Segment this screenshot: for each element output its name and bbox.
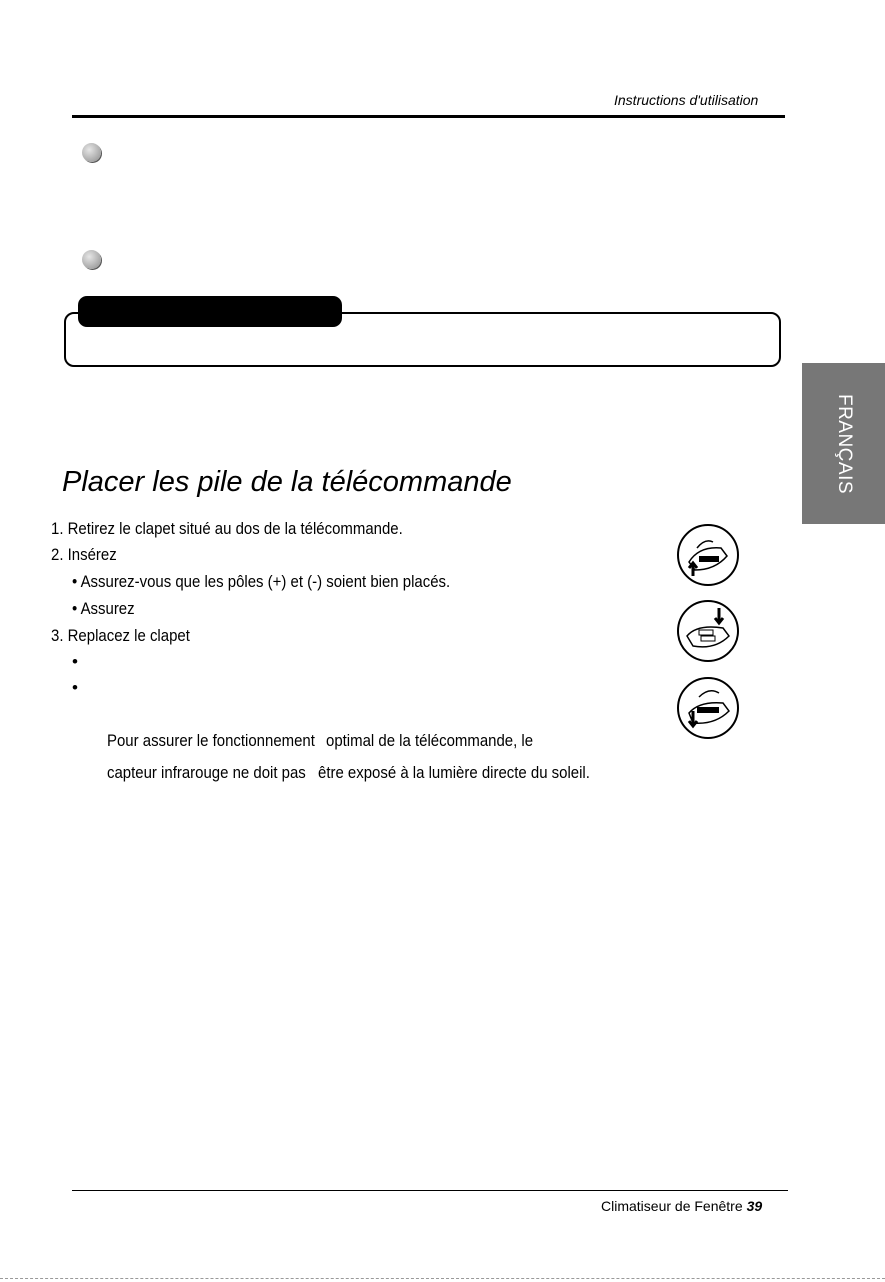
circle-bullet-icon xyxy=(82,143,101,162)
step-3: 3. Replacez le clapet xyxy=(51,626,190,645)
note-line-2a: capteur infrarouge ne doit pas xyxy=(107,763,306,782)
section-title: Placer les pile de la télécommande xyxy=(62,466,512,498)
language-tab xyxy=(802,363,885,524)
header-rule xyxy=(72,115,785,118)
page-number: 39 xyxy=(746,1198,763,1214)
battery-insert-icon xyxy=(677,600,739,662)
remote-close-clapet-icon xyxy=(677,677,739,739)
step-2: 2. Insérez xyxy=(51,545,117,564)
note-line-1a: Pour assurer le fonctionnement xyxy=(107,731,315,750)
circle-bullet-icon xyxy=(82,250,101,269)
remote-open-clapet-icon xyxy=(677,524,739,586)
note-line-1b: optimal de la télécommande, le xyxy=(326,731,534,750)
step-1: 1. Retirez le clapet situé au dos de la télécommande. xyxy=(51,519,403,538)
note-tab-label xyxy=(78,296,342,327)
step-3-bullet: • xyxy=(72,652,78,671)
step-3-bullet: • xyxy=(72,678,78,697)
step-2-bullet-poles: • Assurez-vous que les pôles (+) et (-) soient bien placés. xyxy=(72,572,451,591)
page-header-title: Instructions d'utilisation xyxy=(614,92,759,108)
trim-line xyxy=(0,1278,885,1279)
language-tab-label: FRANÇAIS xyxy=(833,393,855,494)
note-line-2b: être exposé à la lumière directe du soleil. xyxy=(318,763,590,782)
page-footer xyxy=(601,1198,762,1214)
footer-rule xyxy=(72,1190,788,1191)
step-2-bullet-assurez: • Assurez xyxy=(72,599,135,618)
footer-title: Climatiseur de Fenêtre xyxy=(601,1198,743,1214)
